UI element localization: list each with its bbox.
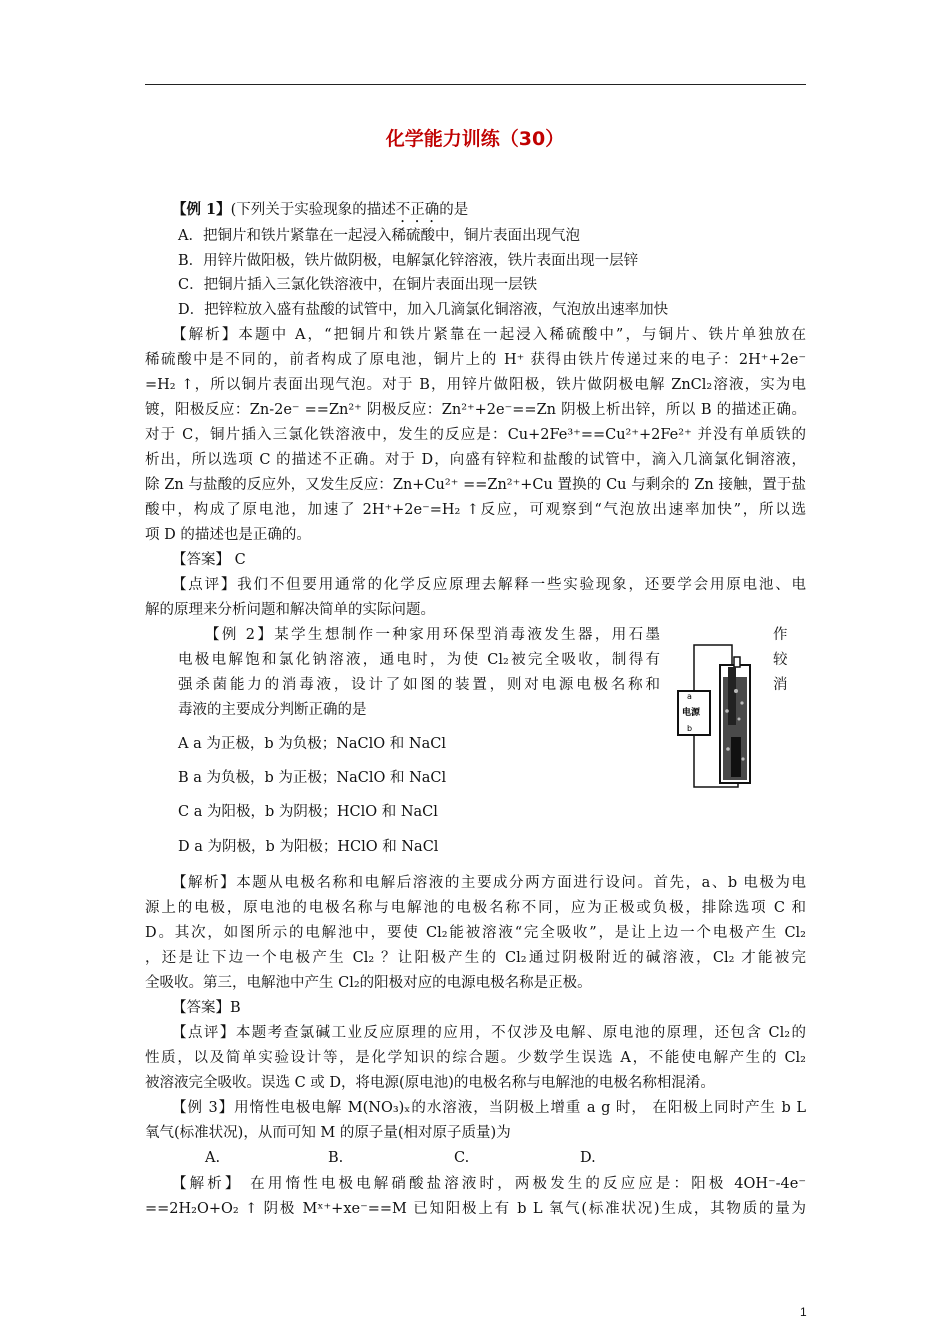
power-supply-label: 电源: [682, 708, 701, 718]
example2-analysis-line: D。其次，如图所示的电解池中，要使 Cl₂能被溶液“完全吸收”，是让上边一个电极产生 Cl₂: [145, 925, 806, 941]
terminal-a-label: a: [687, 692, 692, 701]
example2-analysis-line: ，还是让下边一个电极产生 Cl₂ ？让阳极产生的 Cl₂通过阴极附近的碱溶液，Cl₂ 才能被完: [145, 950, 806, 966]
example1-analysis-line: 稀硫酸中是不同的，前者构成了原电池，铜片上的 H⁺ 获得由铁片传递过来的电子：2H⁺+2e⁻: [145, 352, 806, 368]
example1-analysis-line: =H₂ ↑，所以铜片表面出现气泡。对于 B，用锌片做阳极，铁片做阴极电解 ZnCl₂溶液，实为电: [145, 377, 806, 393]
example1-option-a: A．把铜片和铁片紧靠在一起浸入稀硫酸中，铜片表面出现气泡: [178, 228, 580, 244]
example1-analysis-line: 除 Zn 与盐酸的反应外，又发生反应：Zn+Cu²⁺ ==Zn²⁺+Cu 置换的 Cu 与剩余的 Zn 接触，置于盐: [145, 477, 806, 493]
vent-tube: [734, 657, 740, 667]
example2-option-b: B a 为负极，b 为正极；NaClO 和 NaCl: [178, 770, 447, 786]
example3-stem-line: 【例 3】用惰性电极电解 M(NO₃)ₓ的水溶液，当阴极上增重 a g 时， 在阳极上同时产生 b L: [172, 1100, 806, 1116]
example3-option-d: D.: [580, 1150, 596, 1166]
side-char: 消: [773, 677, 788, 693]
example3-analysis-line: ==2H₂O+O₂ ↑ 阴极 Mˣ⁺+xe⁻==M 已知阳极上有 b L 氧气(标准状况)生成，其物质的量为: [145, 1201, 806, 1217]
example1-option-d: D．把锌粒放入盛有盐酸的试管中，加入几滴氯化铜溶液，气泡放出速率加快: [178, 302, 669, 318]
example2-comment-line: 被溶液完全吸收。误选 C 或 D，将电源(原电池)的电极名称与电解池的电极名称相混淆。: [145, 1075, 715, 1091]
page-number: 1: [800, 1305, 807, 1319]
example2-stem-line: 电极电解饱和氯化钠溶液，通电时，为使 Cl₂被完全吸收，制得有: [178, 652, 660, 668]
example1-option-b: B．用锌片做阳极，铁片做阴极，电解氯化锌溶液，铁片表面出现一层锌: [178, 253, 639, 269]
example1-analysis-line: 【解析】本题中 A，“把铜片和铁片紧靠在一起浸入稀硫酸中”，与铜片、铁片单独放在: [172, 327, 806, 343]
example1-option-c: C．把铜片插入三氯化铁溶液中，在铜片表面出现一层铁: [178, 277, 538, 293]
example2-analysis-line: 全吸收。第三，电解池中产生 Cl₂的阳极对应的电源电极名称是正极。: [145, 975, 592, 991]
example2-comment-line: 【点评】本题考查氯碱工业反应原理的应用，不仅涉及电解、原电池的原理，还包含 Cl₂的: [172, 1025, 806, 1041]
example3-option-c: C.: [454, 1150, 470, 1166]
header-rule: [145, 84, 806, 85]
example1-answer: 【答案】 C: [172, 552, 246, 568]
example3-option-b: B.: [328, 1150, 344, 1166]
example3-option-a: A.: [205, 1150, 221, 1166]
example2-comment-line: 性质，以及简单实验设计等，是化学知识的综合题。少数学生误选 A，不能使电解产生的 Cl₂: [145, 1050, 806, 1066]
example1-comment-line: 【点评】我们不但要用通常的化学反应原理去解释一些实验现象，还要学会用原电池、电: [172, 577, 806, 593]
example1-analysis-line: 项 D 的描述也是正确的。: [145, 527, 311, 543]
example2-option-c: C a 为阳极，b 为阴极；HClO 和 NaCl: [178, 804, 438, 820]
electrolysis-apparatus-diagram: [676, 641, 756, 791]
example2-analysis-line: 源上的电极，原电池的电极名称与电解池的电极名称不同，应为正极或负极，排除选项 C 和: [145, 900, 806, 916]
example2-stem-line: 毒液的主要成分判断正确的是: [178, 702, 367, 718]
example3-stem-line: 氧气(标准状况)，从而可知 M 的原子量(相对原子质量)为: [145, 1125, 511, 1141]
example2-analysis-line: 【解析】本题从电极名称和电解后溶液的主要成分两方面进行设问。首先，a、b 电极为电: [172, 875, 806, 891]
example3-analysis-line: 【解析】 在用惰性电极电解硝酸盐溶液时，两极发生的反应应是：阳极 4OH⁻-4e⁻: [172, 1176, 806, 1192]
example2-option-a: A a 为正极，b 为负极；NaClO 和 NaCl: [178, 736, 446, 752]
example1-stem: 【例 1】(下列关于实验现象的描述不正确的是: [172, 201, 469, 218]
example1-analysis-line: 析出，所以选项 C 的描述不正确。对于 D，向盛有锌粒和盐酸的试管中，滴入几滴氯化铜溶液，: [145, 452, 806, 468]
example2-stem-line: 【例 2】某学生想制作一种家用环保型消毒液发生器，用石墨: [205, 627, 660, 643]
terminal-b-label: b: [687, 724, 693, 733]
example1-analysis-line: 镀，阳极反应：Zn-2e⁻ ==Zn²⁺ 阴极反应：Zn²⁺+2e⁻==Zn 阴极上析出锌，所以 B 的描述正确。: [145, 402, 806, 418]
page-title: 化学能力训练（30）: [385, 128, 565, 150]
upper-electrode: [728, 667, 736, 725]
lower-electrode: [731, 737, 741, 777]
example2-answer: 【答案】B: [172, 1000, 241, 1016]
example2-stem-line: 强杀菌能力的消毒液，设计了如图的装置，则对电源电极名称和: [178, 677, 660, 693]
example1-label: 【例 1】: [172, 201, 231, 218]
example1-analysis-line: 酸中，构成了原电池，加速了 2H⁺+2e⁻=H₂ ↑反应，可观察到“气泡放出速率加快”，所以选: [145, 502, 806, 518]
side-char: 作: [773, 627, 788, 643]
example1-comment-line: 解的原理来分析问题和解决简单的实际问题。: [145, 602, 435, 618]
example1-analysis-line: 对于 C，铜片插入三氯化铁溶液中，发生的反应是：Cu+2Fe³⁺==Cu²⁺+2Fe²⁺ 并没有单质铁的: [145, 427, 806, 443]
emphasis-text: 不正确: [395, 202, 440, 218]
side-char: 较: [773, 652, 788, 668]
example2-option-d: D a 为阴极，b 为阳极；HClO 和 NaCl: [178, 839, 439, 855]
